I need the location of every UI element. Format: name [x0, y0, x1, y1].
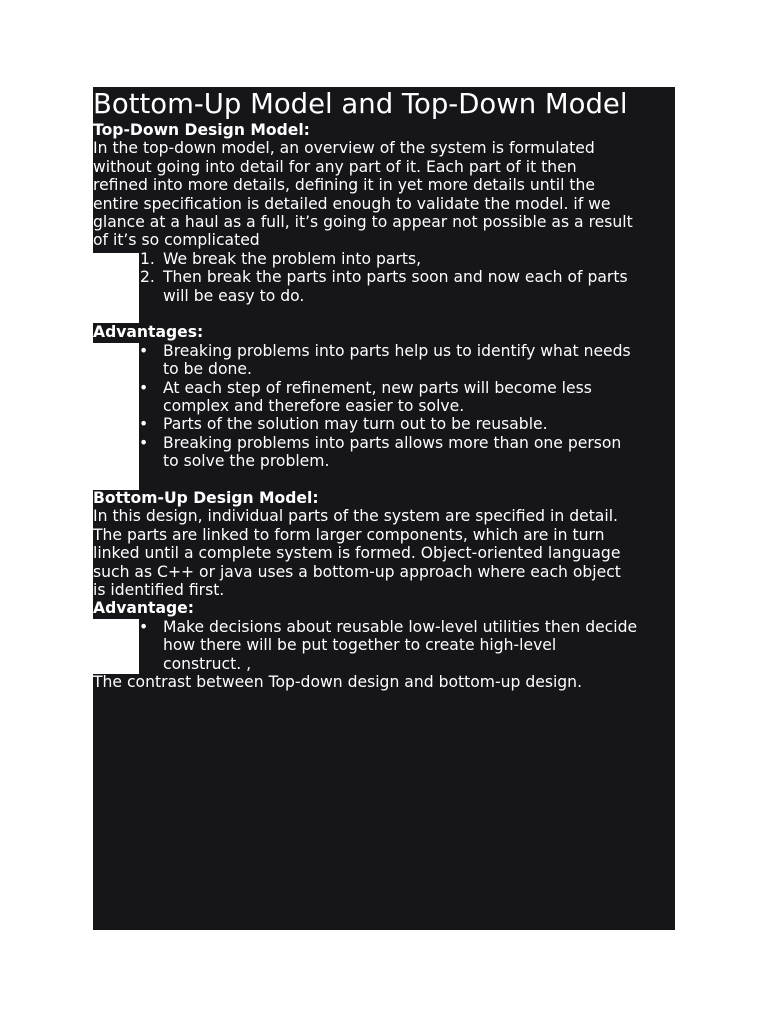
list-number: 2. [140, 268, 155, 287]
paragraph-line: is identified first. [93, 581, 225, 599]
paragraph-line: without going into detail for any part of it. Each part of it then [93, 157, 577, 176]
bullet-icon: • [139, 617, 149, 636]
list-item: Make decisions about reusable low-level utilities then decide [163, 617, 638, 636]
list-item: We break the problem into parts, [163, 249, 422, 268]
paragraph-line: such as C++ or java uses a bottom-up approach where each object [93, 562, 621, 581]
paragraph-line: refined into more details, defining it in yet more details until the [93, 176, 595, 195]
list-item: Breaking problems into parts allows more than one person [163, 433, 622, 452]
list-item: how there will be put together to create high-level [163, 636, 557, 655]
bullet-icon: • [139, 415, 149, 434]
list-gutter [93, 253, 139, 323]
bullet-icon: • [139, 433, 149, 452]
section-heading-advantage: Advantage: [93, 599, 194, 618]
page-title: Bottom-Up Model and Top-Down Model [93, 88, 628, 120]
section-heading-bottom-up: Bottom-Up Design Model: [93, 489, 319, 507]
paragraph-line: linked until a complete system is formed. Object-oriented language [93, 544, 621, 563]
list-number: 1. [140, 249, 155, 268]
paragraph-line: The parts are linked to form larger components, which are in turn [93, 525, 605, 544]
document-page [93, 87, 675, 930]
paragraph-line: In this design, individual parts of the system are specified in detail. [93, 507, 618, 526]
section-heading-top-down: Top-Down Design Model: [93, 121, 310, 139]
closing-sentence: The contrast between Top-down design and bottom-up design. [93, 673, 583, 691]
paragraph-line: In the top-down model, an overview of the system is formulated [93, 139, 595, 158]
bullet-icon: • [139, 341, 149, 360]
list-item: will be easy to do. [163, 286, 305, 305]
paragraph-line: glance at a haul as a full, it’s going to appear not possible as a result [93, 213, 633, 231]
list-item: to solve the problem. [163, 452, 330, 471]
paragraph-line: of it’s so complicated [93, 231, 260, 250]
paragraph-line: entire specification is detailed enough to validate the model. if we [93, 194, 611, 213]
list-item: Breaking problems into parts help us to identify what needs [163, 341, 631, 360]
list-gutter [93, 619, 139, 674]
list-gutter [93, 343, 139, 490]
list-item: to be done. [163, 360, 252, 379]
list-item: construct. , [163, 654, 252, 673]
list-item: complex and therefore easier to solve. [163, 397, 465, 415]
list-item: Then break the parts into parts soon and now each of parts [163, 268, 628, 287]
section-heading-advantages: Advantages: [93, 323, 204, 342]
bullet-icon: • [139, 378, 149, 397]
list-item: Parts of the solution may turn out to be reusable. [163, 415, 548, 434]
list-item: At each step of refinement, new parts will become less [163, 378, 592, 397]
